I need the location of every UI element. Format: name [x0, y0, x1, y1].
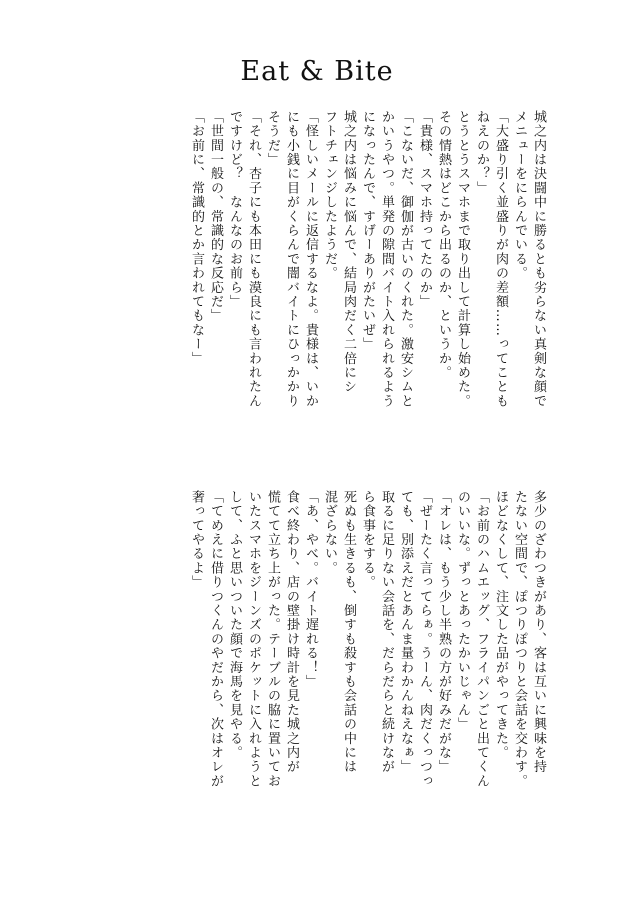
text-line: 取るに足りない会話を、だらだらと続けなが	[379, 490, 394, 774]
text-line: 「お前のハムエッグ、フライパンごと出てくん	[474, 490, 489, 789]
text-line: 奢ってやるよ」	[189, 490, 204, 590]
text-line: フトチェンジしたようだ。	[322, 110, 337, 281]
text-line: とうとうスマホまで取り出して計算し始めた。	[455, 110, 470, 409]
text-line: になったんで、すげーありがたいぜ」	[360, 110, 375, 352]
text-line: 「オレは、もう少し半熟の方が好みだがな」	[436, 490, 451, 774]
text-line: 多少のざわつきがあり、客は互いに興味を持	[531, 490, 546, 774]
text-line: 「貴様、スマホ持ってたのか」	[417, 110, 432, 309]
text-line: 死ぬも生きるも、倒すも殺すも会話の中には	[341, 490, 356, 774]
text-line: その情熱はどこから出るのか、というか。	[436, 110, 451, 380]
text-line: かいうやつ。単発の隙間バイト入れられるよう	[379, 110, 394, 409]
text-line: 食べ終わり、店の壁掛け時計を見た城之内が	[284, 490, 299, 774]
text-line: 「それ、杏子にも本田にも漠良にも言われたん	[246, 110, 261, 409]
text-line: にも小銭に目がくらんで闇バイトにひっかかり	[284, 110, 299, 409]
text-line: 「怪しいメールに返信するなよ。貴様は、いか	[303, 110, 318, 409]
text-line: たない空間で、ぽつりぽつりと会話を交わす。	[512, 490, 527, 789]
text-line: ねえのか？」	[474, 110, 489, 196]
text-line: ら食事をする。	[360, 490, 375, 590]
text-line: 「大盛り引く並盛りが肉の差額……ってことも	[493, 110, 508, 409]
text-line: メニューをにらんでいる。	[512, 110, 527, 281]
upper-text-block	[121, 110, 548, 455]
text-line: 「世間一般の、常識的な反応だ」	[208, 110, 223, 323]
text-line: そうだ」	[265, 110, 280, 167]
text-line: のいいな。ずっとあったかいじゃん」	[455, 490, 470, 732]
text-line: 「ぜーたく言ってらぁ。うーん、肉だくっつっ	[417, 490, 432, 789]
text-line: して、ふと思いついた顔で海馬を見やる。	[227, 490, 242, 760]
text-line: 「あ、やべ。バイト遅れる！」	[303, 490, 318, 689]
text-line: ても、別添えだとあんま量わかんねえなぁ」	[398, 490, 413, 774]
text-line: 城之内は決闘中に勝るとも劣らない真剣な顔で	[531, 110, 546, 409]
text-line: 「てめえに借りつくんのやだから、次はオレが	[208, 490, 223, 789]
page-title: Eat & Bite	[240, 56, 394, 87]
text-line: ほどなくして、注文した品がやってきた。	[493, 490, 508, 760]
text-line: 慌てて立ち上がった。テーブルの脇に置いてお	[265, 490, 280, 789]
text-line: 混ざらない。	[322, 490, 337, 576]
text-line: 「こないだ、御伽が古いのくれた。激安シムと	[398, 110, 413, 409]
text-line: 「お前に、常識的とか言われてもなー」	[189, 110, 204, 366]
text-line: いたスマホをジーンズのポケットに入れようと	[246, 490, 261, 789]
text-line: ですけど？ なんなのお前ら」	[227, 110, 242, 309]
text-line: 城之内は悩みに悩んで、結局肉だく二倍にシ	[341, 110, 356, 394]
lower-text-block	[121, 490, 548, 840]
